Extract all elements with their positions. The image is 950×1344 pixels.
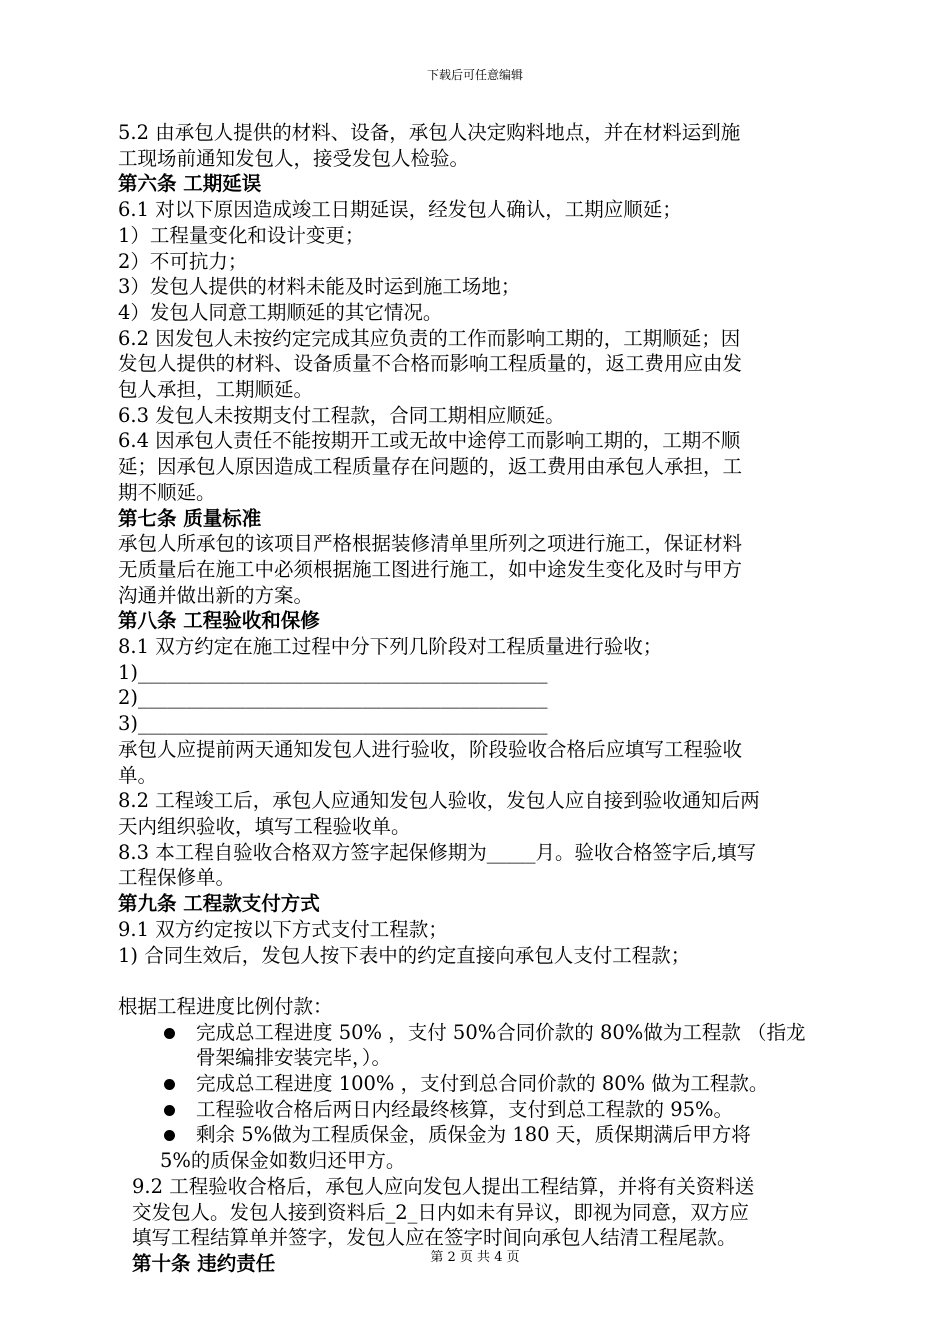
bullet-icon (164, 1028, 175, 1039)
section-heading-7: 第七条 质量标准 (118, 506, 262, 530)
bullet-item (118, 1020, 858, 1046)
bullet-item (118, 1122, 858, 1148)
section-heading-8: 第八条 工程验收和保修 (118, 609, 320, 633)
page-header: 下载后可任意编辑 (426, 68, 523, 82)
blank-field-line: 1)__________________________________________ (118, 660, 548, 684)
bullet-text: 工程验收合格后两日内经最终核算，支付到总工程款的 95%。 (196, 1097, 734, 1121)
paragraph-line: 9.2 工程验收合格后，承包人应向发包人提出工程结算，并将有关资料送 (132, 1174, 755, 1198)
paragraph-line: 承包人所承包的该项目严格根据装修清单里所列之项进行施工，保证材料 (118, 532, 743, 556)
paragraph-line: 8.3 本工程自验收合格双方签字起保修期为_____月。验收合格签字后,填写 (118, 840, 757, 864)
paragraph-line: 6.2 因发包人未按约定完成其应负责的工作而影响工期的，工期顺延；因 (118, 326, 741, 350)
bullet-item (118, 1097, 858, 1123)
paragraph-line: 单。 (118, 763, 158, 787)
bullet-icon (164, 1079, 175, 1090)
list-item: 2）不可抗力； (118, 249, 248, 273)
paragraph-line: 工现场前通知发包人，接受发包人检验。 (118, 146, 470, 170)
page-footer: 第 2 页 共 4 页 (430, 1250, 520, 1265)
section-heading-10: 第十条 违约责任 (132, 1251, 276, 1275)
blank-field-line: 2)__________________________________________ (118, 686, 548, 710)
bullet-text: 完成总工程进度 50% ，支付 50%合同价款的 80%做为工程款 （指龙 (196, 1020, 806, 1044)
list-item: 3）发包人提供的材料未能及时运到施工场地； (118, 275, 521, 299)
paragraph-line: 8.2 工程竣工后，承包人应通知发包人验收，发包人应自接到验收通知后两 (118, 789, 760, 813)
paragraph-line: 交发包人。发包人接到资料后_2_日内如未有异议，即视为同意，双方应 (132, 1200, 749, 1224)
document-body (118, 120, 858, 1277)
paragraph-line: 8.1 双方约定在施工过程中分下列几阶段对工程质量进行验收； (118, 635, 663, 659)
blank-line (118, 968, 858, 994)
section-heading-9: 第九条 工程款支付方式 (118, 892, 320, 916)
paragraph-line: 沟通并做出新的方案。 (118, 583, 314, 607)
paragraph-line: 6.4 因承包人责任不能按期开工或无故中途停工而影响工期的，工期不顺 (118, 429, 741, 453)
paragraph-line: 天内组织验收，填写工程验收单。 (118, 814, 411, 838)
bullet-text: 剩余 5%做为工程质保金，质保金为 180 天，质保期满后甲方将 (196, 1123, 751, 1147)
paragraph-line: 工程保修单。 (118, 866, 236, 890)
paragraph-line: 延；因承包人原因造成工程质量存在问题的，返工费用由承包人承担，工 (118, 455, 743, 479)
paragraph-line: 5.2 由承包人提供的材料、设备，承包人决定购料地点，并在材料运到施 (118, 121, 741, 144)
paragraph-line: 承包人应提前两天通知发包人进行验收，阶段验收合格后应填写工程验收 (118, 737, 743, 761)
bullet-icon (164, 1105, 175, 1116)
paragraph-line: 根据工程进度比例付款： (118, 994, 333, 1018)
paragraph-line: 包人承担，工期顺延。 (118, 378, 314, 402)
list-item: 4）发包人同意工期顺延的其它情况。 (118, 300, 443, 324)
bullet-item (118, 1071, 858, 1097)
bullet-text: 完成总工程进度 100% ，支付到总合同价款的 80% 做为工程款。 (196, 1072, 769, 1095)
blank-field-line: 3)__________________________________________ (118, 712, 548, 736)
paragraph-line: 填写工程结算单并签字，发包人应在签字时间向承包人结清工程尾款。 (132, 1226, 737, 1250)
paragraph-line: 6.1 对以下原因造成竣工日期延误，经发包人确认，工期应顺延； (118, 198, 682, 222)
bullet-continuation: 5%的质保金如数归还甲方。 (160, 1149, 406, 1173)
paragraph-line: 9.1 双方约定按以下方式支付工程款； (118, 917, 448, 941)
paragraph-line: 6.3 发包人未按期支付工程款，合同工期相应顺延。 (118, 403, 565, 427)
bullet-icon (164, 1130, 175, 1141)
paragraph-line: 1) 合同生效后，发包人按下表中的约定直接向承包人支付工程款； (118, 943, 691, 967)
paragraph-line: 期不顺延。 (118, 480, 216, 504)
paragraph-line: 发包人提供的材料、设备质量不合格而影响工程质量的，返工费用应由发 (118, 352, 743, 376)
section-heading-6: 第六条 工期延误 (118, 172, 262, 196)
list-item: 1）工程量变化和设计变更； (118, 223, 365, 247)
bullet-continuation: 骨架编排安装完毕，）。 (196, 1046, 392, 1070)
paragraph-line: 无质量后在施工中必须根据施工图进行施工，如中途发生变化及时与甲方 (118, 557, 743, 581)
